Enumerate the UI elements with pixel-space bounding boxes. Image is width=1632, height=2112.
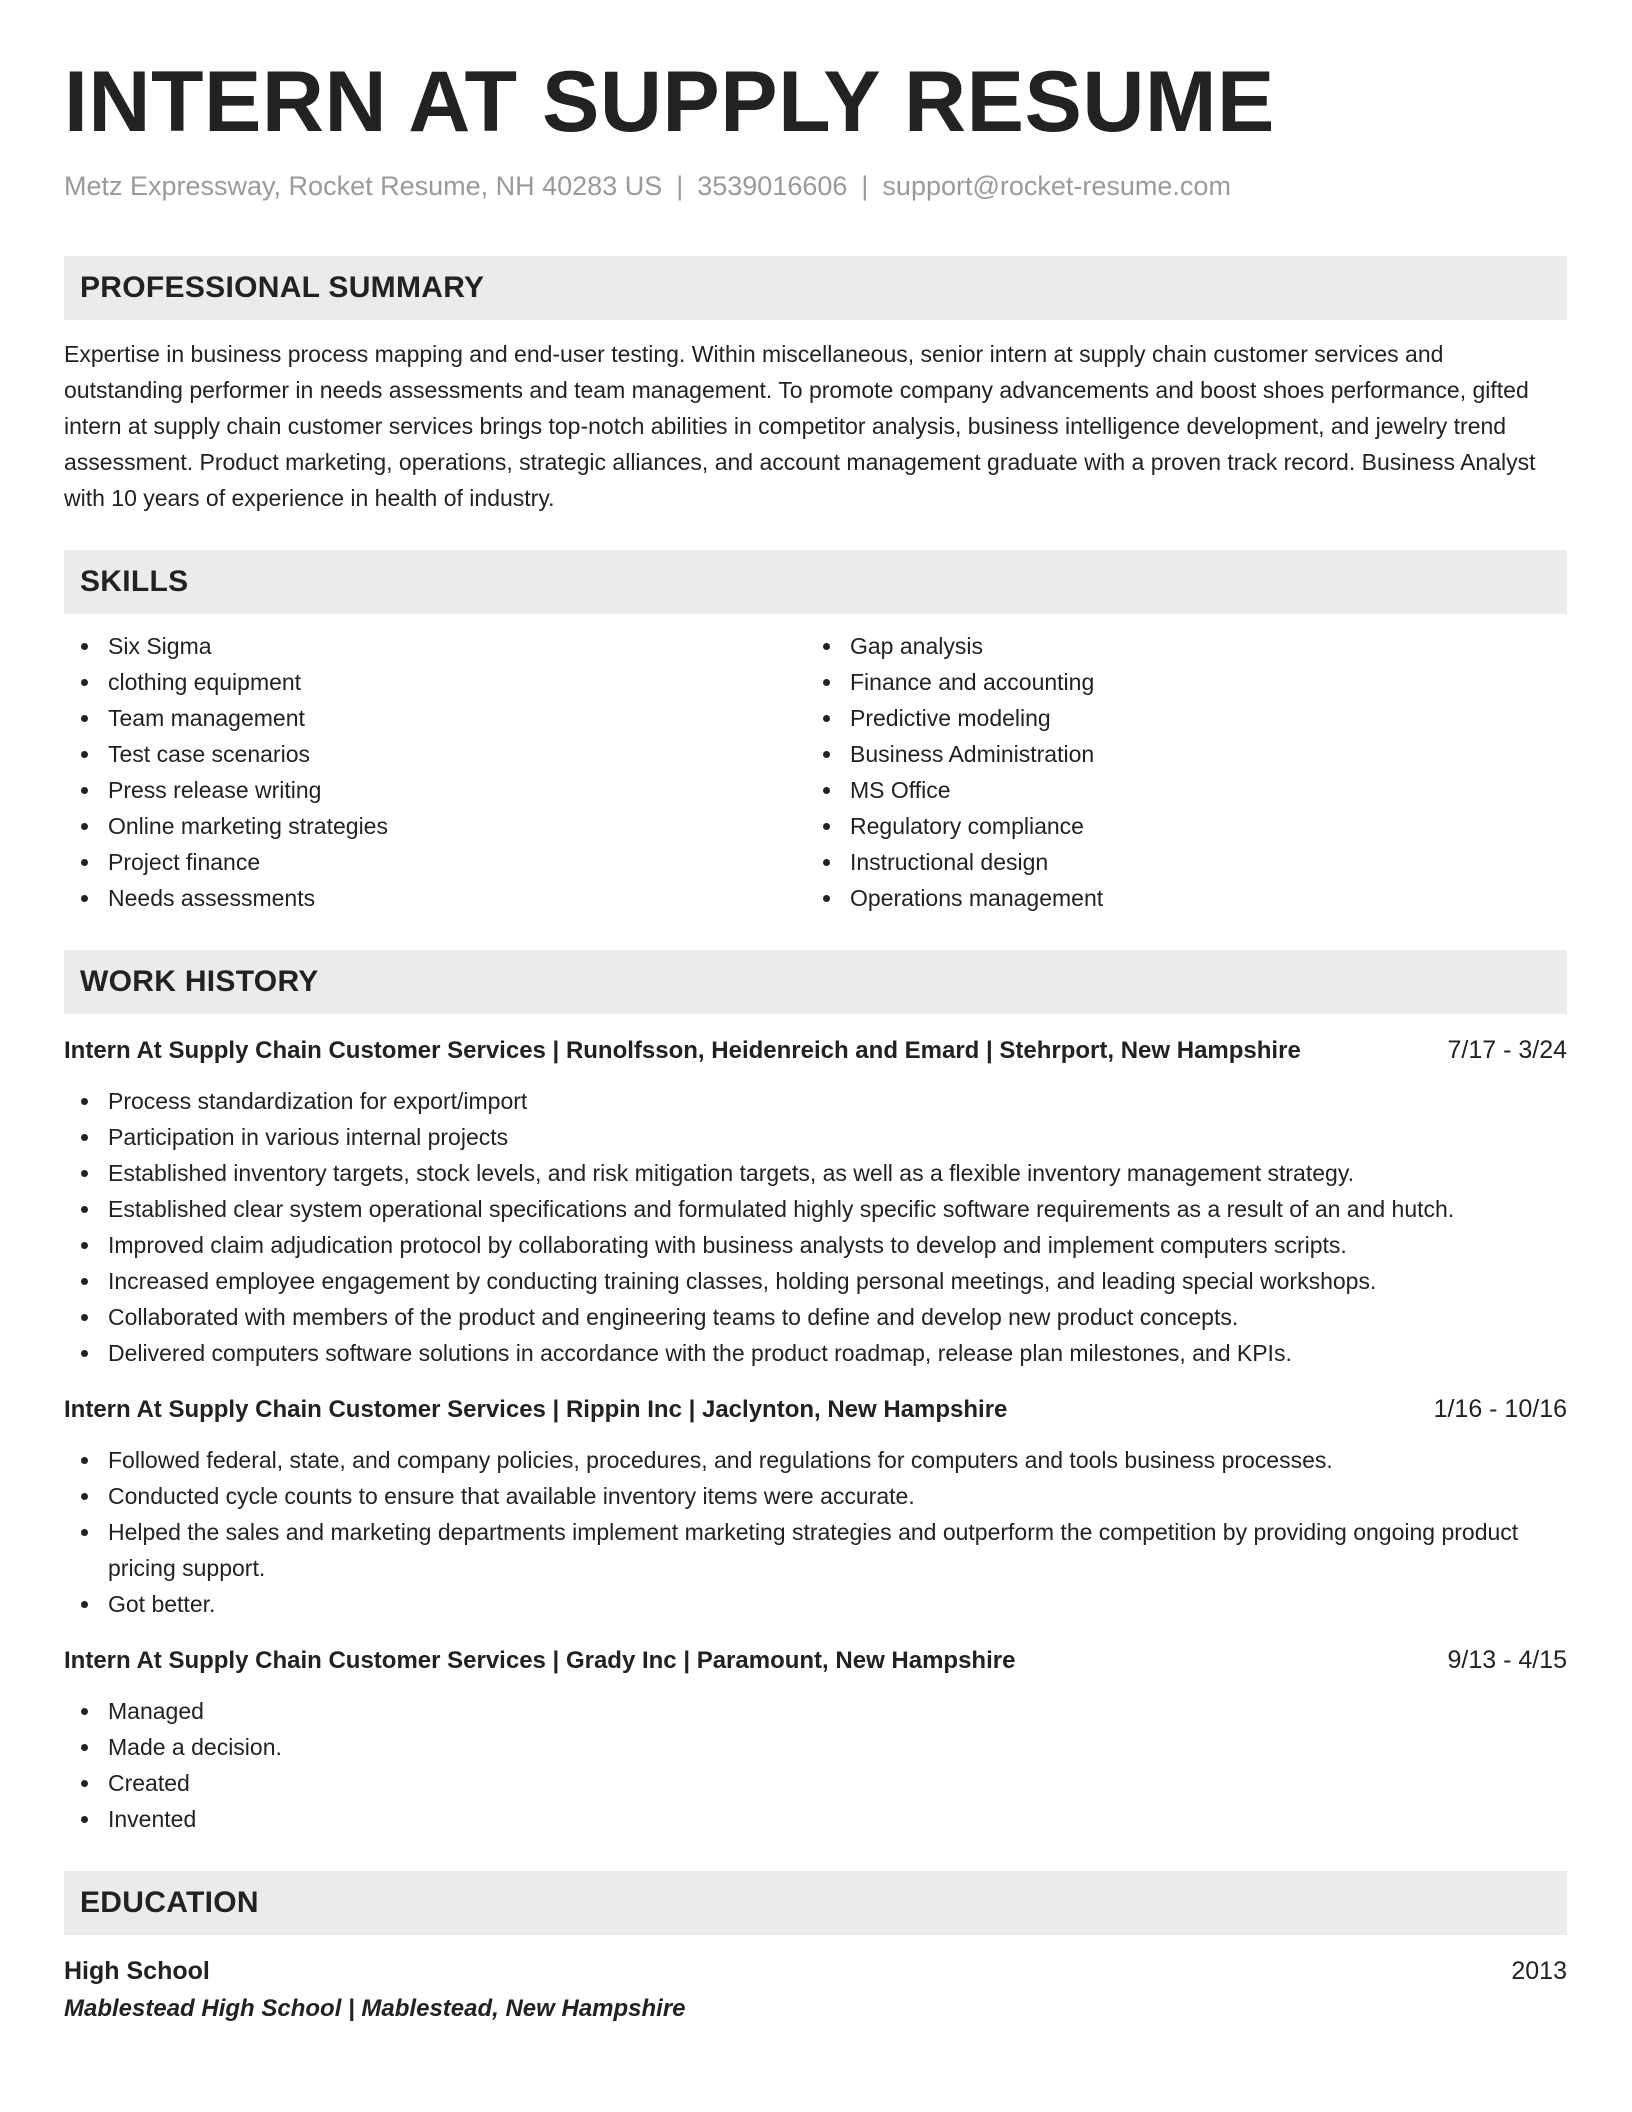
contact-line bbox=[64, 168, 1567, 204]
education-degree: High School bbox=[64, 1957, 210, 1985]
job-header bbox=[64, 1391, 1567, 1428]
skill-item: Team management bbox=[64, 700, 806, 736]
job-dates: 7/17 - 3/24 bbox=[1447, 1036, 1567, 1064]
job-bullet: Helped the sales and marketing departments implement marketing strategies and outperform the competition by providing ongoing product pricing support. bbox=[64, 1514, 1567, 1586]
skill-item: Instructional design bbox=[806, 844, 1548, 880]
skill-item: Regulatory compliance bbox=[806, 808, 1548, 844]
skill-item: Operations management bbox=[806, 880, 1548, 916]
skills-heading: SKILLS bbox=[64, 550, 1567, 614]
skill-item: clothing equipment bbox=[64, 664, 806, 700]
skills-column-left bbox=[64, 628, 806, 916]
job-bullets bbox=[64, 1442, 1567, 1622]
skill-item: Press release writing bbox=[64, 772, 806, 808]
job-bullet: Participation in various internal projects bbox=[64, 1119, 1567, 1155]
job-header bbox=[64, 1032, 1567, 1069]
job-header bbox=[64, 1642, 1567, 1679]
skills-list bbox=[64, 628, 1567, 916]
resume-content bbox=[64, 52, 1567, 2029]
job-title: Intern At Supply Chain Customer Services | Grady Inc | Paramount, New Hampshire bbox=[64, 1647, 1016, 1674]
skill-item: Needs assessments bbox=[64, 880, 806, 916]
summary-heading: PROFESSIONAL SUMMARY bbox=[64, 256, 1567, 320]
job-bullet: Increased employee engagement by conducting training classes, holding personal meetings, and leading special workshops. bbox=[64, 1263, 1567, 1299]
skill-item: Business Administration bbox=[806, 736, 1548, 772]
job-title: Intern At Supply Chain Customer Services | Rippin Inc | Jaclynton, New Hampshire bbox=[64, 1396, 1008, 1423]
skill-item: Predictive modeling bbox=[806, 700, 1548, 736]
job-bullet: Got better. bbox=[64, 1586, 1567, 1622]
job-bullet: Improved claim adjudication protocol by collaborating with business analysts to develop and implement computers scripts. bbox=[64, 1227, 1567, 1263]
resume-name: INTERN AT SUPPLY RESUME bbox=[64, 54, 1275, 150]
job-bullets bbox=[64, 1083, 1567, 1371]
job-entry bbox=[64, 1391, 1567, 1622]
contact-separator: | bbox=[861, 171, 869, 201]
contact-address: Metz Expressway, Rocket Resume, NH 40283 US bbox=[64, 171, 663, 201]
skills-column-right bbox=[806, 628, 1548, 916]
education-heading: EDUCATION bbox=[64, 1871, 1567, 1935]
education-header bbox=[64, 1953, 1567, 1989]
job-bullet: Delivered computers software solutions in accordance with the product roadmap, release plan milestones, and KPIs. bbox=[64, 1335, 1567, 1371]
job-bullet: Established clear system operational specifications and formulated highly specific software requirements as a result of an and hutch. bbox=[64, 1191, 1567, 1227]
education-school: Mablestead High School | Mablestead, New Hampshire bbox=[64, 1995, 686, 2022]
job-bullet: Process standardization for export/import bbox=[64, 1083, 1567, 1119]
skill-item: Online marketing strategies bbox=[64, 808, 806, 844]
education-year: 2013 bbox=[1511, 1957, 1567, 1985]
job-bullet: Created bbox=[64, 1765, 1567, 1801]
skill-item: MS Office bbox=[806, 772, 1548, 808]
job-bullet: Followed federal, state, and company policies, procedures, and regulations for computers and tools business processes. bbox=[64, 1442, 1567, 1478]
skill-item: Six Sigma bbox=[64, 628, 806, 664]
skill-item: Test case scenarios bbox=[64, 736, 806, 772]
job-entry bbox=[64, 1032, 1567, 1371]
skill-item: Gap analysis bbox=[806, 628, 1548, 664]
job-bullet: Collaborated with members of the product and engineering teams to define and develop new product concepts. bbox=[64, 1299, 1567, 1335]
education-entry bbox=[64, 1953, 1567, 2029]
job-dates: 9/13 - 4/15 bbox=[1447, 1646, 1567, 1674]
job-title: Intern At Supply Chain Customer Services | Runolfsson, Heidenreich and Emard | Stehrport, New Hampshire bbox=[64, 1037, 1301, 1064]
job-bullet: Invented bbox=[64, 1801, 1567, 1837]
job-bullet: Made a decision. bbox=[64, 1729, 1567, 1765]
job-dates: 1/16 - 10/16 bbox=[1433, 1395, 1567, 1423]
summary-text: Expertise in business process mapping and end-user testing. Within miscellaneous, senior intern at supply chain customer services and outstanding performer in needs assessments and team management. To promote company advancements and boost shoes performance, gifted intern at supply chain customer services brings top-notch abilities in competitor analysis, business intelligence development, and jewelry trend assessment. Product marketing, operations, strategic alliances, and account management graduate with a proven track record. Business Analyst with 10 years of experience in health of industry. bbox=[64, 341, 1536, 511]
job-bullet: Conducted cycle counts to ensure that available inventory items were accurate. bbox=[64, 1478, 1567, 1514]
skill-item: Project finance bbox=[64, 844, 806, 880]
skill-item: Finance and accounting bbox=[806, 664, 1548, 700]
contact-phone: 3539016606 bbox=[697, 171, 848, 201]
work-history-heading: WORK HISTORY bbox=[64, 950, 1567, 1014]
job-bullet: Managed bbox=[64, 1693, 1567, 1729]
contact-separator: | bbox=[676, 171, 684, 201]
job-bullets bbox=[64, 1693, 1567, 1837]
job-bullet: Established inventory targets, stock levels, and risk mitigation targets, as well as a flexible inventory management strategy. bbox=[64, 1155, 1567, 1191]
job-entry bbox=[64, 1642, 1567, 1837]
contact-email: support@rocket-resume.com bbox=[882, 171, 1231, 201]
